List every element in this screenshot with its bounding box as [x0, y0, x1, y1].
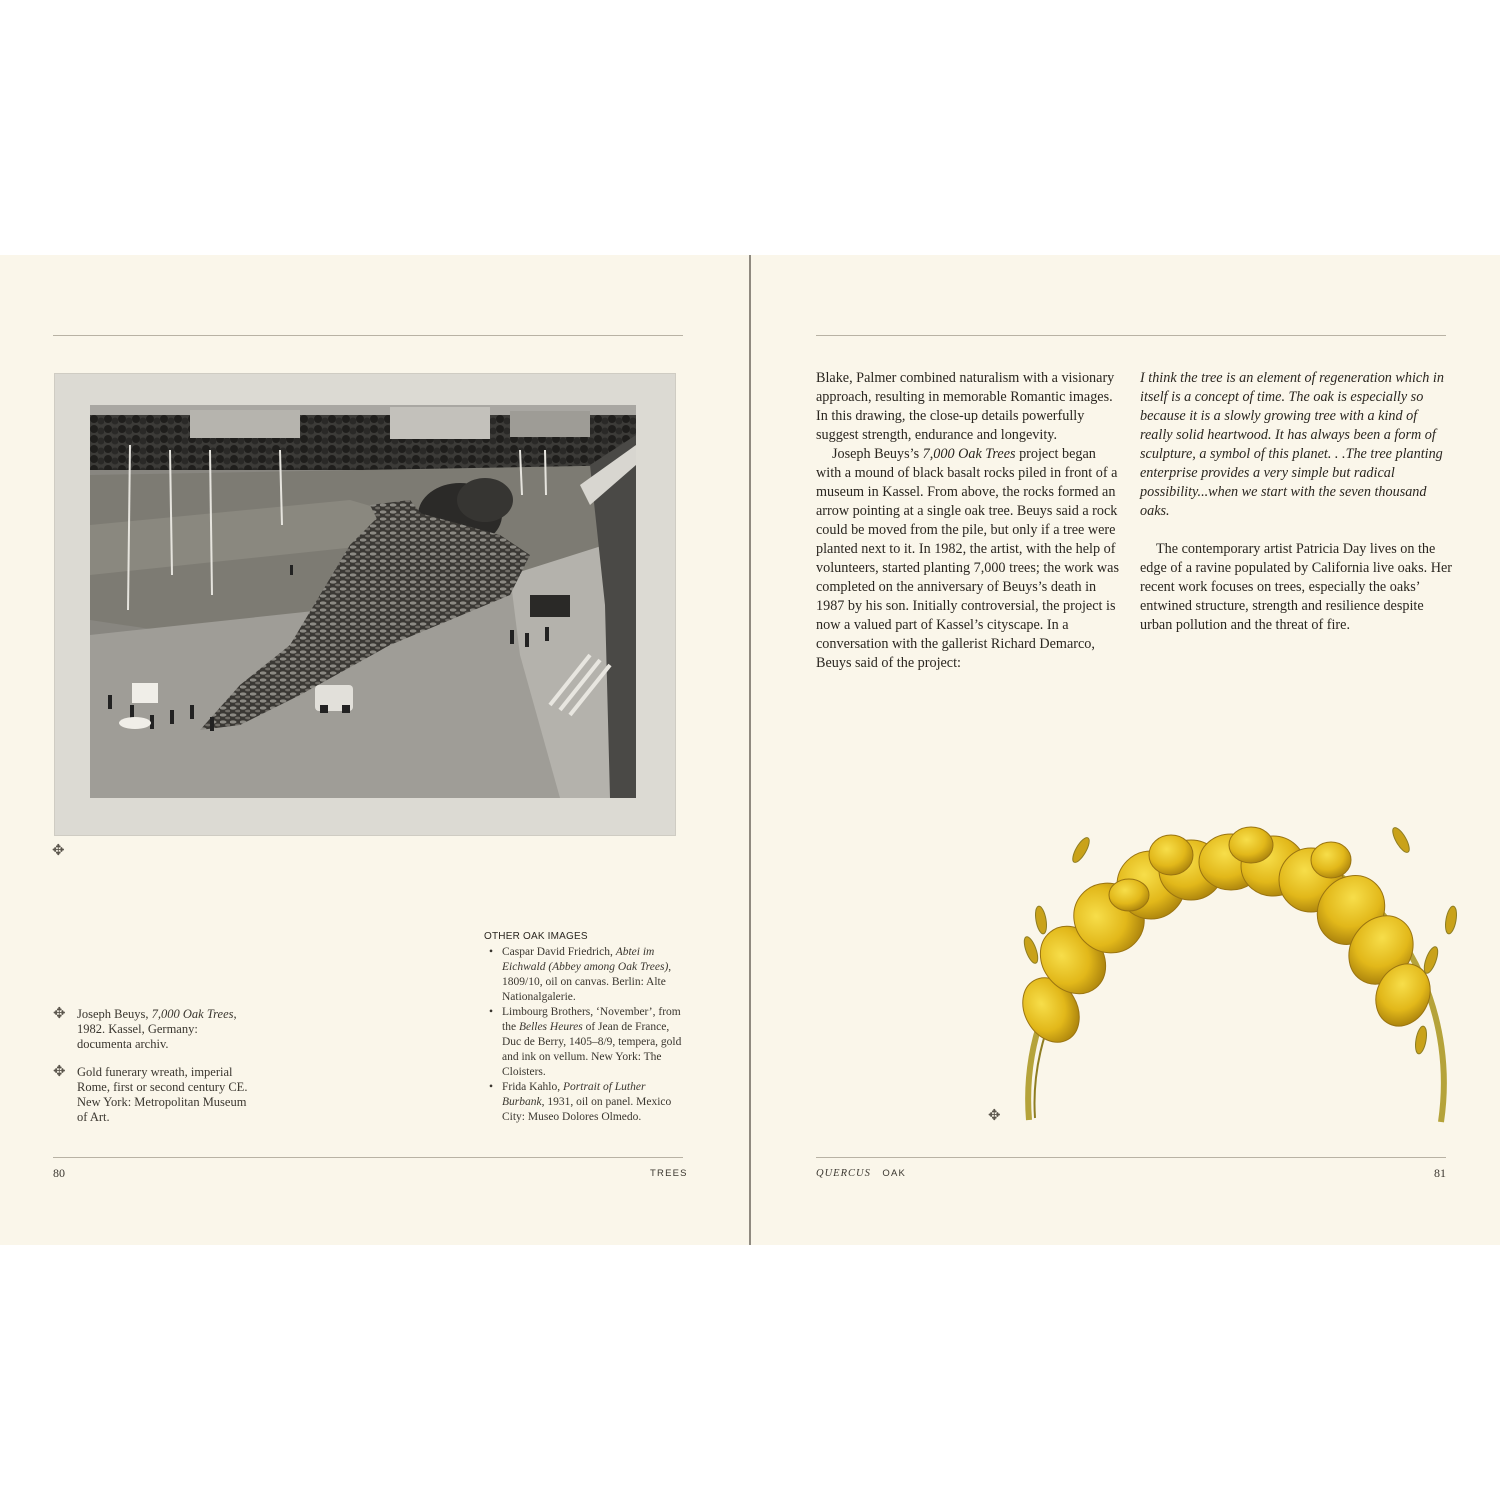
beuys-photo [54, 373, 676, 836]
item-details: , 1931, oil on panel. Mexico City: Museo Dolores Olmedo. [502, 1096, 672, 1123]
item-title: Belles Heures [518, 1021, 583, 1033]
caption-beuys [77, 1007, 252, 1052]
caption1-marker-icon: ✥ [53, 1006, 66, 1022]
body-paragraph-2 [816, 445, 1121, 673]
item-artist: Limbourg Brothers, ‘November’, from the [502, 1006, 681, 1033]
caption-wreath: Gold funerary wreath, imperial Rome, first or second century CE. New York: Metropolitan Museum of Art. [77, 1065, 248, 1124]
caption-beuys-details: , 1982. Kassel, Germany: documenta archiv. [77, 1007, 237, 1051]
body-column-1 [816, 369, 1121, 673]
other-image-item [484, 1005, 689, 1080]
gold-wreath-image [1011, 800, 1471, 1130]
p2-title: 7,000 Oak Trees [922, 446, 1016, 462]
running-head-common: OAK [882, 1168, 907, 1179]
right-page [751, 255, 1500, 1245]
other-images-list [484, 945, 689, 1125]
page-number-right: 81 [1434, 1166, 1446, 1180]
wreath-marker-icon: ✥ [988, 1108, 1001, 1124]
bottom-rule [816, 1157, 1446, 1158]
item-artist: Caspar David Friedrich, [502, 946, 616, 958]
item-title: Portrait of Luther Burbank [502, 1081, 646, 1108]
body-paragraph-1: Blake, Palmer combined naturalism with a visionary approach, resulting in memorable Romantic images. In this drawing, the close-up details powerfully suggest strength, endurance and longevity. [816, 370, 1115, 443]
top-rule [53, 335, 683, 336]
top-rule [816, 335, 1446, 336]
body-paragraph-3: The contemporary artist Patricia Day lives on the edge of a ravine populated by California live oaks. Her recent work focuses on trees, especially the oaks’ entwined structure, strength and resilience despite urban pollution and the threat of fire. [1140, 541, 1453, 633]
bottom-rule [53, 1157, 683, 1158]
p2-intro: Joseph Beuys’s [832, 446, 923, 462]
item-artist: Frida Kahlo, [502, 1081, 564, 1093]
other-images-heading: OTHER OAK IMAGES [484, 931, 588, 942]
left-page [0, 255, 749, 1245]
p2-text: project began with a mound of black basalt rocks piled in front of a museum in Kassel. From above, the rocks formed an arrow pointing at a single oak tree. Beuys said a rock could be moved from the pile, but only if a tree were planted next to it. In 1982, the artist, with the help of volunteers, started planting 7,000 trees; the work was completed on the anniversary of Beuys’s death in 1987 by his son. Initially controversial, the project is now a valued part of Kassel’s cityscape. In a conversation with the gallerist Richard Demarco, Beuys said of the project: [816, 446, 1119, 671]
item-title: Abtei im Eichwald (Abbey among Oak Trees) [502, 946, 669, 973]
other-image-item [484, 1080, 689, 1125]
photo-marker-icon: ✥ [52, 843, 65, 859]
caption2-marker-icon: ✥ [53, 1064, 66, 1080]
caption-beuys-title: 7,000 Oak Trees [151, 1007, 234, 1021]
running-head-left: TREES [650, 1168, 688, 1179]
beuys-quote: I think the tree is an element of regeneration which in itself is a concept of time. The oak is especially so because it is a slowly growing tree with a kind of really solid heartwood. It has always been a form of sculpture, a symbol of this planet. . .The tree planting enterprise provides a very simple but radical possibility...when we start with the seven thousand oaks. [1140, 370, 1444, 519]
beuys-photo-image [90, 405, 636, 798]
body-column-2 [1140, 369, 1452, 635]
page-number-left: 80 [53, 1166, 65, 1180]
item-details: , 1809/10, oil on canvas. Berlin: Alte Nationalgalerie. [502, 961, 672, 1003]
running-head-right [816, 1168, 906, 1179]
other-image-item [484, 945, 689, 1005]
running-head-genus: QUERCUS [816, 1168, 871, 1179]
item-details: of Jean de France, Duc de Berry, 1405–8/9, tempera, gold and ink on vellum. New York: The Cloisters. [502, 1021, 682, 1078]
book-spread [0, 255, 1500, 1245]
caption-beuys-artist: Joseph Beuys, [77, 1007, 152, 1021]
